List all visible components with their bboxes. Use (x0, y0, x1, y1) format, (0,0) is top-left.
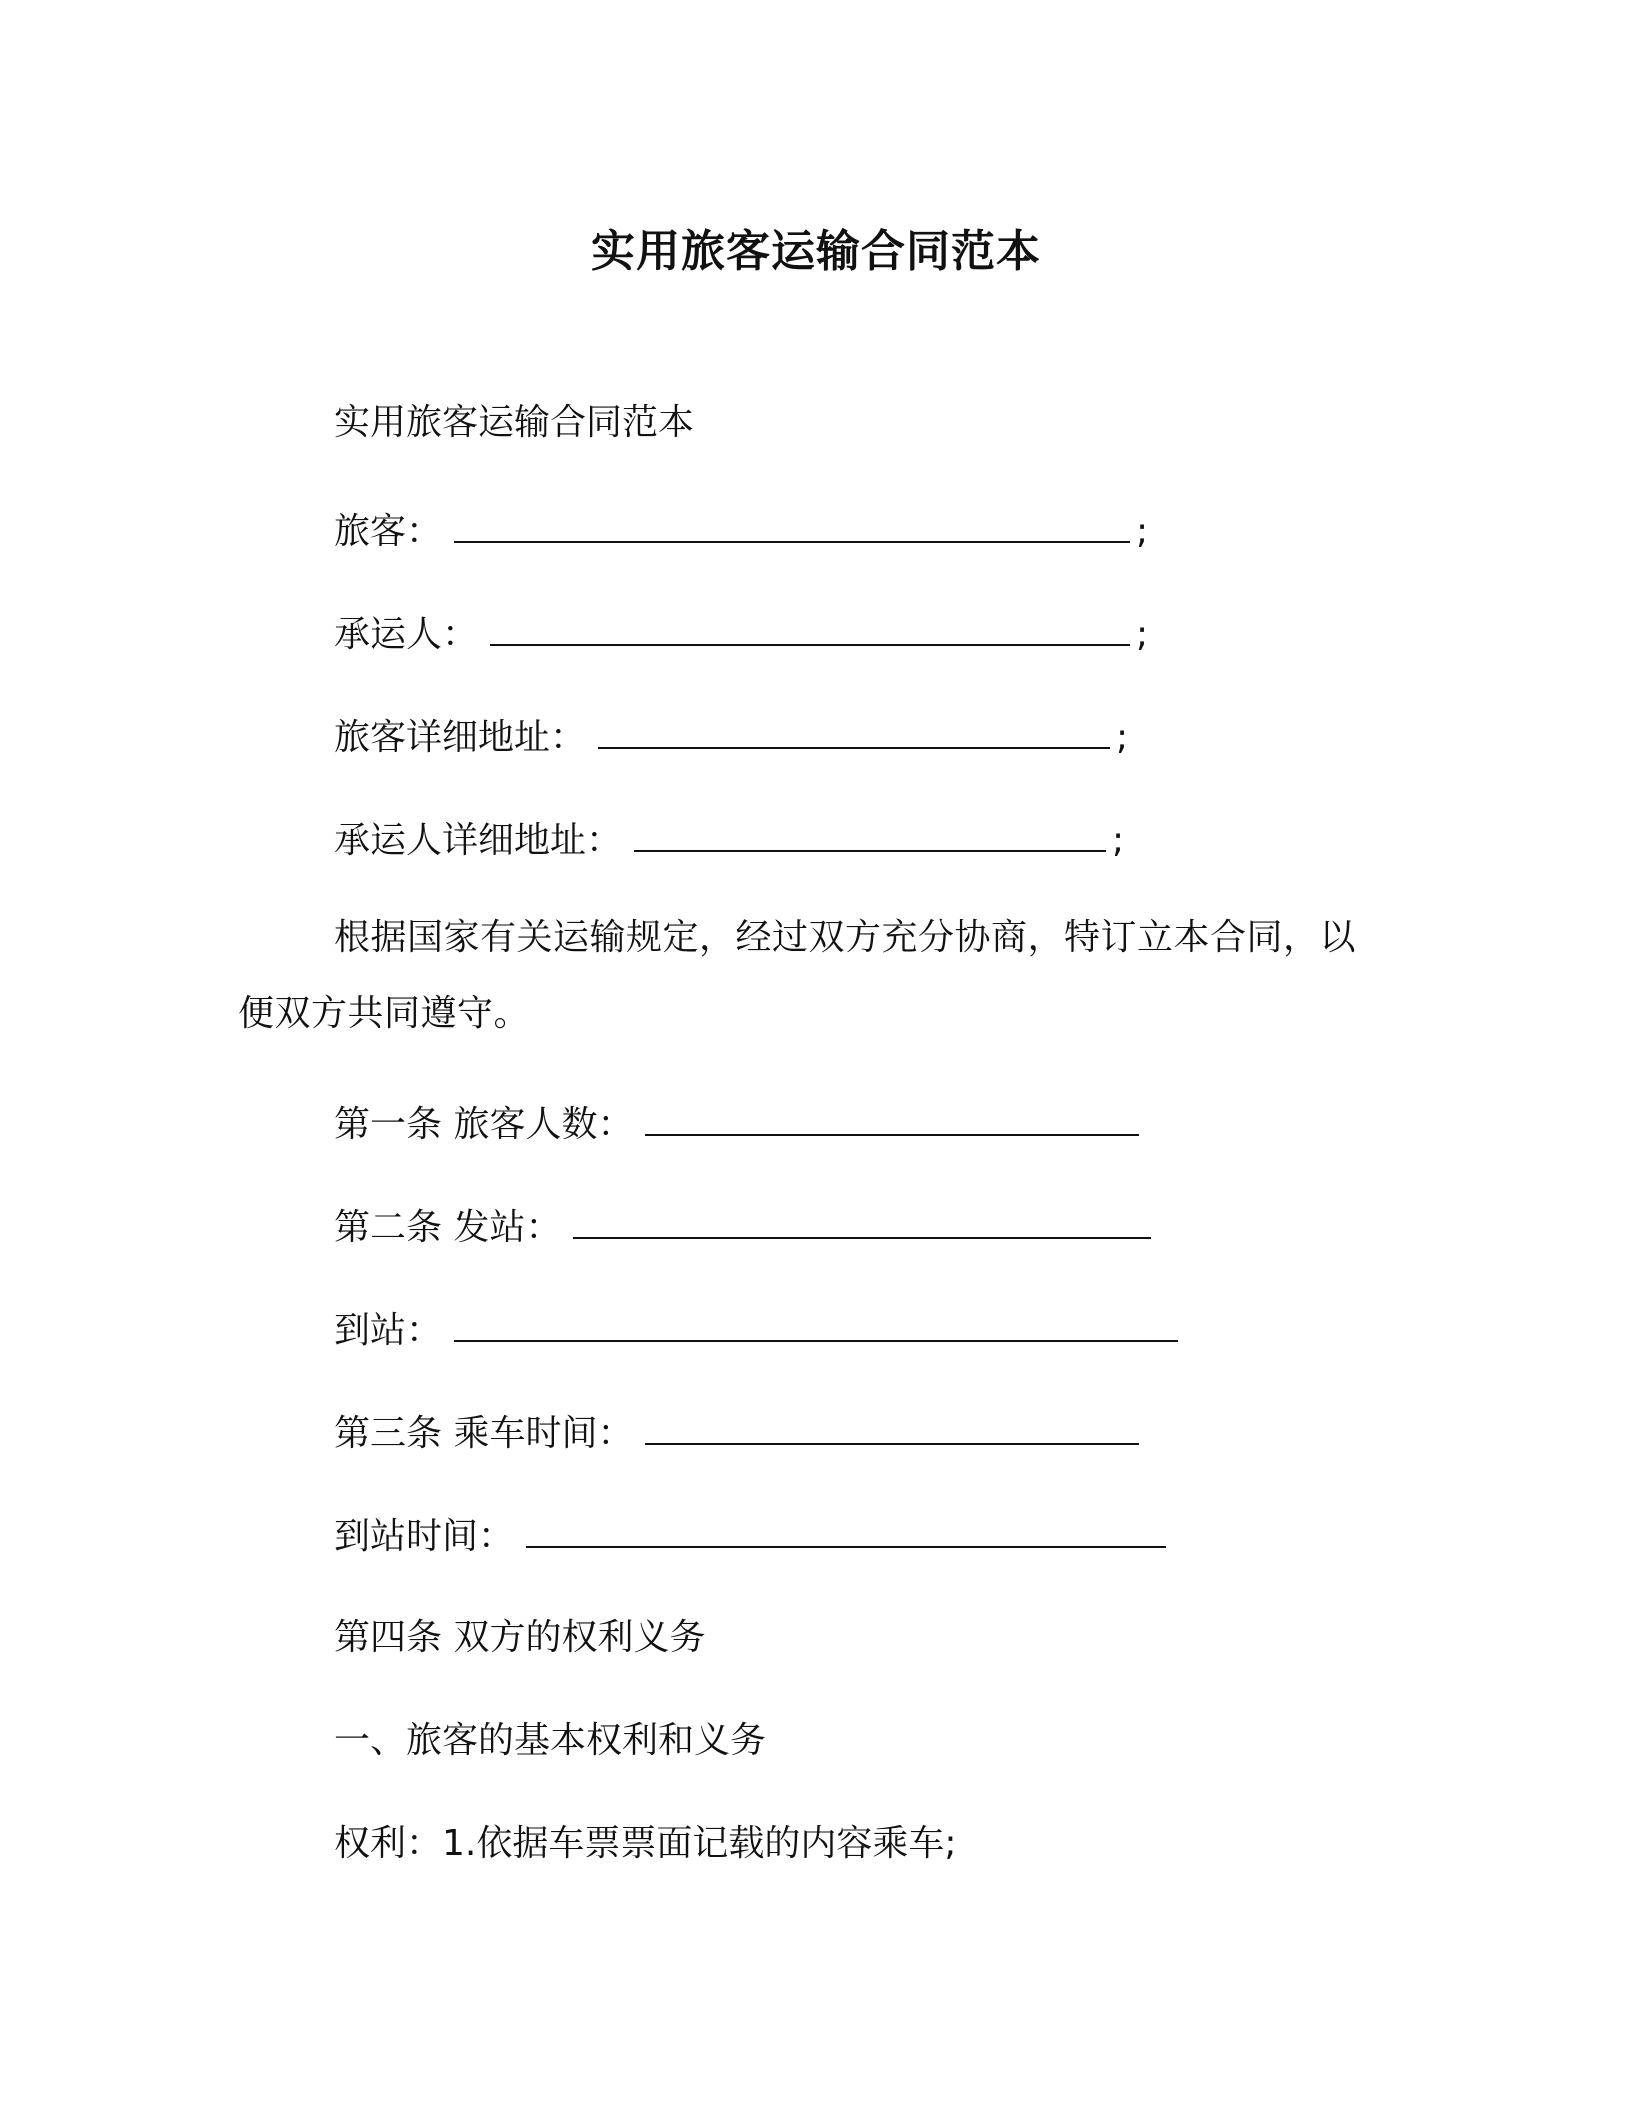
intro-paragraph: 根据国家有关运输规定，经过双方充分协商，特订立本合同，以便双方共同遵守。 (238, 917, 1357, 1034)
field-passenger-address-blank[interactable] (598, 711, 1110, 749)
field-carrier-end: ; (1136, 614, 1149, 655)
field-carrier-address-end: ; (1112, 820, 1125, 861)
article-4-heading: 第四条 双方的权利义务 (334, 1617, 706, 1658)
field-passenger-address (334, 711, 1128, 763)
article-2-arrival-blank[interactable] (454, 1304, 1178, 1342)
field-passenger (334, 505, 1148, 557)
article-3-label: 第三条 乘车时间： (334, 1413, 634, 1454)
document-subtitle: 实用旅客运输合同范本 (334, 402, 695, 443)
field-passenger-blank[interactable] (454, 505, 1130, 543)
document-title: 实用旅客运输合同范本 (591, 226, 1041, 277)
article-1-label: 第一条 旅客人数： (334, 1104, 634, 1145)
field-carrier-blank[interactable] (490, 608, 1130, 646)
section-1-heading: 一、旅客的基本权利和义务 (334, 1720, 767, 1761)
article-3-arrival-blank[interactable] (526, 1510, 1166, 1548)
field-passenger-address-end: ; (1116, 717, 1129, 758)
article-1 (334, 1098, 1139, 1150)
article-2-arrival (334, 1304, 1178, 1356)
field-carrier-address-label: 承运人详细地址： (334, 820, 623, 861)
article-1-blank[interactable] (645, 1098, 1139, 1136)
field-carrier-address-blank[interactable] (634, 814, 1106, 852)
field-passenger-address-label: 旅客详细地址： (334, 717, 587, 758)
field-passenger-end: ; (1136, 511, 1149, 552)
field-carrier-label: 承运人： (334, 614, 479, 655)
field-passenger-label: 旅客： (334, 511, 443, 552)
field-carrier-address (334, 814, 1124, 866)
article-3-arrival-label: 到站时间： (334, 1516, 515, 1557)
article-3-blank[interactable] (645, 1407, 1139, 1445)
rights-1: 权利：1.依据车票票面记载的内容乘车; (334, 1823, 957, 1864)
article-3 (334, 1407, 1139, 1459)
field-carrier (334, 608, 1148, 660)
article-2-label: 第二条 发站： (334, 1207, 562, 1248)
article-2-blank[interactable] (573, 1201, 1151, 1239)
article-2 (334, 1201, 1151, 1253)
article-2-arrival-label: 到站： (334, 1310, 443, 1351)
article-3-arrival (334, 1510, 1166, 1562)
